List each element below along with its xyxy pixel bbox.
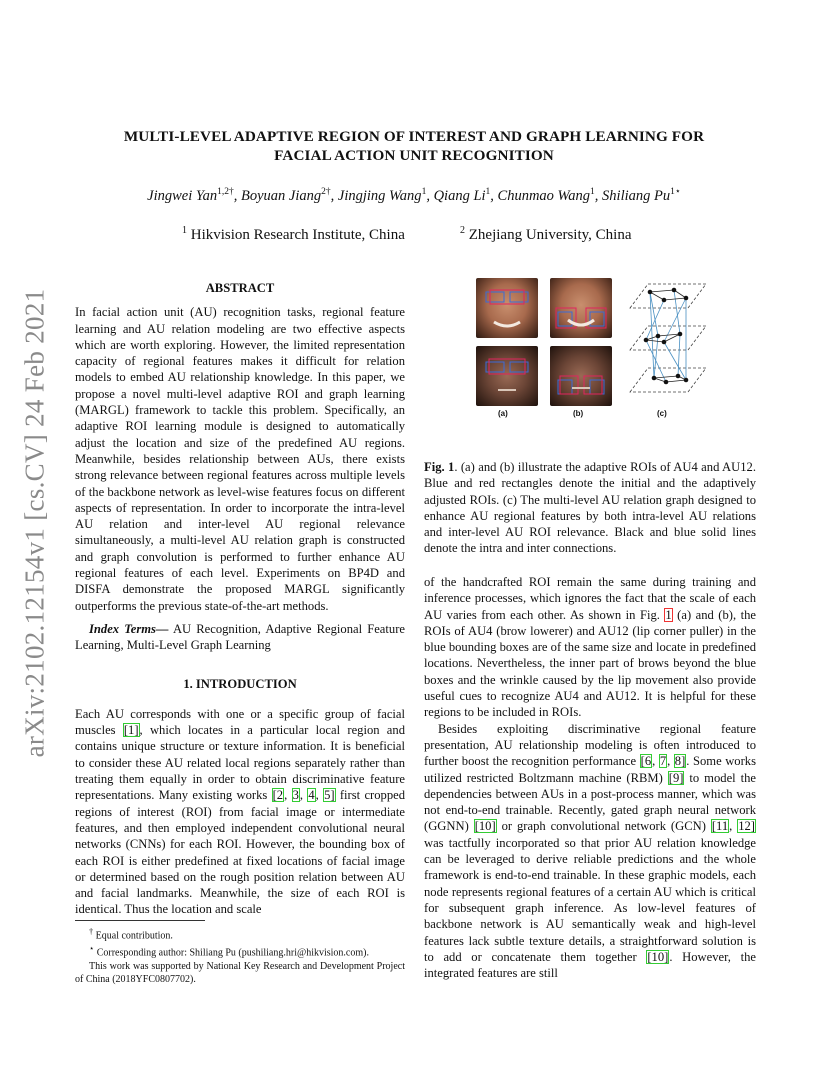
right-paragraph-1: of the handcrafted ROI remain the same during training and inference processes, which ignores the fact that the scale of each AU varies from each other. As shown in Fig. 1 (a) and (b), the ROIs of AU4 (brow lowerer) and AU12 (lip corner puller) in the blue bounding boxes are of the same size and locate in predefined locations. Nevertheless, the inner part of brows beyond the blue boxes and the wrinkle caused by the lip movement also provide useful cues to recognize AU4 and AU12. It is helpful for these regions to be included in ROIs. — [424, 575, 756, 720]
citation-link[interactable]: 12] — [738, 819, 755, 834]
arxiv-stamp: arXiv:2102.12154v1 [cs.CV] 24 Feb 2021 — [19, 288, 50, 758]
title-line-1: MULTI-LEVEL ADAPTIVE REGION OF INTEREST AND GRAPH LEARNING FOR — [123, 128, 705, 145]
abstract-heading: ABSTRACT — [205, 281, 275, 295]
citation-link[interactable]: 8] — [674, 754, 686, 769]
citation-link[interactable]: 3 — [292, 788, 299, 803]
citation-link[interactable]: [11 — [711, 819, 729, 834]
figure-link[interactable]: 1 — [665, 607, 672, 622]
author: Shiliang $Pu^{1⋆}$ — [602, 187, 681, 204]
author: Boyuan Jiang$^{2\dagger}$ — [241, 187, 331, 204]
paper-title — [80, 127, 748, 165]
citation-link[interactable]: [10] — [647, 949, 669, 964]
figure-1 — [470, 278, 760, 418]
intro-heading: 1. INTRODUCTION — [183, 676, 297, 691]
affiliation-2: $^2$ Zhejiang University, China — [460, 225, 632, 243]
affiliation-1: $^1$ Hikvision Research Institute, China — [182, 225, 405, 243]
citation-link[interactable]: [1] — [123, 723, 139, 738]
citation-link[interactable]: [9] — [668, 770, 684, 785]
citation-link[interactable]: [6 — [640, 754, 652, 769]
citation-link[interactable]: 7 — [659, 754, 667, 769]
figure-label-a: (a) — [498, 409, 508, 418]
citation-link[interactable]: 4 — [308, 788, 315, 803]
footnote-corresponding: ⋆ Corresponding author: Shiliang Pu (pushiliang.hri@hikvision.com). — [89, 944, 369, 959]
face-image — [550, 346, 612, 406]
left-column — [75, 280, 405, 918]
figure-caption: Fig. 1. (a) and (b) illustrate the adaptive ROIs of AU4 and AU12. Blue and red rectangles denote the initial and the adaptively adjusted ROIs. (c) The multi-level AU relation graph designed to enhance AU regional features by both intra-level AU relations and inter-level AU ROI relevance. Black and blue solid lines denote the intra and inter connections. — [424, 460, 756, 556]
intro-paragraph: Each AU corresponds with one or a specific group of facial muscles [1], which locates in a particular local region and contains unique structure or texture information. It is beneficial to consider these AU related local regions separately rather than treating them equally in order to obtain discriminative feature representations. Many existing works [2, 3, 4, 5] first cropped regions of interest (ROI) from facial image or intermediate features, and then employed independent convolutional neural networks (CNNs) for each ROI. However, the bounding box of each ROI is either predefined at fixed locations of facial image or determined based on the rough position relation between AU and facial landmarks. Meanwhile, the size of each ROI is identical. Thus the location and scale — [75, 706, 406, 917]
figure-label-b: (b) — [573, 409, 584, 418]
figure-caption-label: Fig. 1 — [424, 460, 455, 474]
footnotes — [75, 925, 405, 986]
author: Jingjing Wang$^1$ — [337, 187, 427, 204]
footnote-funding: This work was supported by National Key Research and Development Project of China (2018YFC0807702). — [75, 960, 405, 985]
author: Jingwei Yan$^{1,2\dagger}$ — [147, 187, 234, 204]
author: Chunmao Wang$^1$ — [497, 187, 595, 204]
face-image — [476, 278, 538, 338]
citation-link[interactable]: [10] — [474, 819, 496, 834]
multi-level-graph — [620, 278, 712, 408]
author-list: Jingwei Yan$^{1,2\dagger}$, Boyuan Jiang$^{2\dagger}$, Jingjing Wang$^1$, Qiang Li$^1$, Chunmao Wang$^1$, Shiliang $Pu^{1⋆}$ — [147, 187, 681, 204]
right-paragraph-2: Besides exploiting discriminative regional feature presentation, AU relationship modeling is often introduced to further boost the recognition performance [6, 7, 8]. Some works utilized restricted Boltzmann machine (RBM) [9] to model the dependencies between AUs in a post-process manner, which was not end-to-end trainable. Recently, gated graph neural network (GGNN) [10] or graph convolutional network (GCN) [11, 12] was tactfully incorporated so that prior AU relation knowledge can be leveraged to derive reliable predictions and the whole framework is end-to-end trainable. In these graphic models, each node represents regional features of a certain AU which is critical for subsequent graph inference. As low-level features of backbone network is AU semantically weak and high-level features lack subtle texture details, a straightforward solution is to add or concatenate them together [10]. However, the integrated features are still — [424, 721, 757, 981]
author: Qiang Li$^1$ — [433, 187, 491, 204]
face-image — [550, 278, 612, 338]
citation-link[interactable]: [2 — [272, 788, 284, 803]
index-terms: Index Terms— AU Recognition, Adaptive Regional Feature Learning, Multi-Level Graph Learning — [75, 621, 405, 653]
title-line-2: FACIAL ACTION UNIT RECOGNITION — [274, 147, 554, 164]
figure-label-c: (c) — [657, 409, 667, 418]
footnote-equal: † Equal contribution. — [89, 927, 173, 942]
index-terms-label: Index Terms— — [89, 621, 169, 636]
citation-link[interactable]: 5] — [324, 788, 335, 803]
face-image — [476, 346, 538, 406]
right-column — [424, 574, 756, 981]
abstract-text: In facial action unit (AU) recognition tasks, regional feature learning and AU relation modeling are two effective aspects which are worth exploring. However, the limited representation capacity of regional features makes it difficult for relation models to embed AU relationship knowledge. In this paper, we propose a novel multi-level adaptive ROI and graph learning (MARGL) framework to tackle this problem. Specifically, an adaptive ROI learning module is designed to automatically adjust the location and size of the predefined AU regions. Meanwhile, besides relationship between AUs, there exists strong relevance between regional features across multiple levels of the backbone network as level-wise features focus on different aspects of representation. In order to incorporate the intra-level AU relation and inter-level AU regional relevance simultaneously, a multi-level AU relation graph is constructed and graph convolution is performed to further enhance AU regional features of each level. Experiments on BP4D and DISFA demonstrate the proposed MARGL significantly outperforms the previous state-of-the-art methods. — [75, 305, 405, 613]
footnote-rule — [75, 920, 205, 921]
